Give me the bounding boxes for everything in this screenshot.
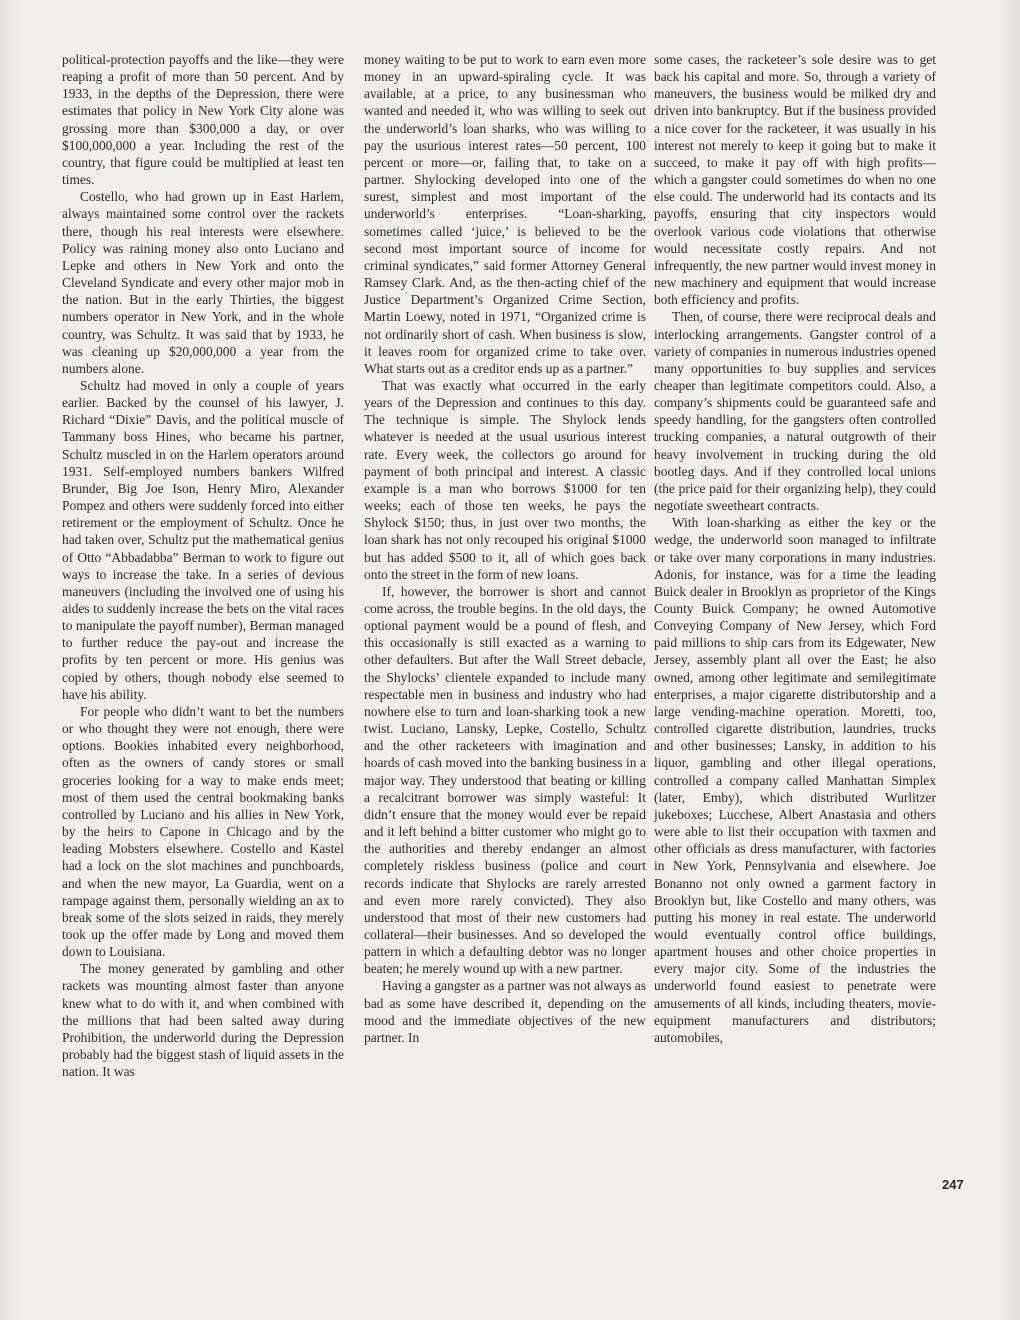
paragraph: some cases, the racketeer’s sole desire was to get back his capital and more. So, through a variety of maneuvers, the business would be milked dry and driven into bankruptcy. But if the business provided a nice cover for the racketeer, it was usually in his interest not merely to keep it going but to make it succeed, to make it pay off with high profits—which a gangster could sometimes do when no one else could. The underworld had its contacts and its payoffs, ensuring that city inspectors would overlook various code violations that otherwise would necessitate costly repairs. And not infrequently, the new partner would invest money in new machinery and equipment that would increase both efficiency and profits. xyxy=(654,52,936,308)
page-number: 247 xyxy=(942,1177,964,1192)
paragraph: political-protection payoffs and the like—they were reaping a profit of more than 50 percent. And by 1933, in the depths of the Depression, there were estimates that policy in New York City alone was grossing more than $300,000 a day, or over $100,000,000 a year. Including the rest of the country, that figure could be multiplied at least ten times. xyxy=(62,52,344,188)
text-column-3 xyxy=(654,51,936,1046)
paragraph: Schultz had moved in only a couple of years earlier. Backed by the counsel of his lawyer, J. Richard “Dixie” Davis, and the political muscle of Tammany boss Hines, who became his partner, Schultz muscled in on the Harlem operators around 1931. Self-employed numbers bankers Wilfred Brunder, Big Joe Ison, Henry Miro, Alexander Pompez and others were suddenly forced into either retirement or the employment of Schultz. Once he had taken over, Schultz put the mathematical genius of Otto “Abbadabba” Berman to work to figure out ways to increase the take. In a series of devious maneuvers (including the involved one of using his aides to suddenly increase the bets on the vital races to manipulate the payoff number), Berman managed to further reduce the pay-out and increase the profits by ten percent or more. His genius was copied by others, though nobody else seemed to have his ability. xyxy=(62,377,344,702)
paragraph: If, however, the borrower is short and cannot come across, the trouble begins. In the old days, the optional payment would be a pound of flesh, and this occasionally is still exacted as a warning to other defaulters. But after the Wall Street debacle, the Shylocks’ clientele expanded to include many respectable men in business and industry who had nowhere else to turn and loan-sharking took a new twist. Luciano, Lansky, Lepke, Costello, Schultz and the other racketeers with imagination and hoards of cash moved into the banking business in a major way. They understood that beating or killing a recalcitrant borrower was simply wasteful: It didn’t ensure that the money would ever be repaid and it left behind a bitter customer who might go to the authorities and thereby endanger an almost completely riskless business (police and court records indicate that Shylocks are rarely arrested and even more rarely convicted). They also understood that most of their new customers had collateral—their businesses. And so developed the pattern in which a defaulting debtor was no longer beaten; he merely wound up with a new partner. xyxy=(364,583,646,977)
left-page-edge xyxy=(0,0,22,1320)
paragraph: Then, of course, there were reciprocal deals and interlocking arrangements. Gangster control of a variety of companies in numerous industries opened many opportunities to buy supplies and services cheaper than legitimate competitors could. Also, a company’s shipments could be guaranteed safe and speedy handling, for the gangsters often controlled trucking companies, a natural outgrowth of their heavy involvement in trucking during the old bootleg days. And if they controlled local unions (the price paid for their organizing help), they could negotiate sweetheart contracts. xyxy=(654,309,936,514)
paragraph: That was exactly what occurred in the early years of the Depression and continues to this day. The technique is simple. The Shylock lends whatever is needed at the usual usurious interest rate. Every week, the collectors go around for payment of both principal and interest. A classic example is a man who borrows $1000 for ten weeks; each of those ten weeks, he pays the Shylock $150; thus, in just over two months, the loan shark has not only recouped his original $1000 but has added $500 to it, all of which goes back onto the street in the form of new loans. xyxy=(364,377,646,582)
right-page-edge xyxy=(998,0,1020,1320)
paragraph: Costello, who had grown up in East Harlem, always maintained some control over the rackets there, though his real interests were elsewhere. Policy was raining money also onto Luciano and Lepke and others in New York and onto the Cleveland Syndicate and every other major mob in the nation. But in the early Thirties, the biggest numbers operator in New York, and in the whole country, was Schultz. It was said that by 1933, he was cleaning up $20,000,000 a year from the numbers alone. xyxy=(62,189,344,376)
paragraph: The money generated by gambling and other rackets was mounting almost faster than anyone knew what to do with it, and when combined with the millions that had been salted away during Prohibition, the underworld during the Depression probably had the biggest stash of liquid assets in the nation. It was xyxy=(62,961,344,1080)
paragraph: Having a gangster as a partner was not always as bad as some have described it, depending on the mood and the immediate objectives of the new partner. In xyxy=(364,978,646,1045)
paragraph: money waiting to be put to work to earn even more money in an upward-spiraling cycle. It was available, at a price, to any businessman who wanted and needed it, who was willing to seek out the underworld’s loan sharks, who was willing to pay the usurious interest rates—50 percent, 100 percent or more—or, failing that, to take on a partner. Shylocking developed into one of the surest, simplest and most important of the underworld’s enterprises. “Loan-sharking, sometimes called ‘juice,’ is believed to be the second most important source of income for criminal syndicates,” said former Attorney General Ramsey Clark. And, as the then-acting chief of the Justice Department’s Organized Crime Section, Martin Loewy, noted in 1971, “Organized crime is not ordinarily short of cash. When business is slow, it leaves room for organized crime to take over. What starts out as a creditor ends up as a partner.” xyxy=(364,52,646,376)
paragraph: With loan-sharking as either the key or the wedge, the underworld soon managed to infiltrate or take over many corporations in many industries. Adonis, for instance, was for a time the leading Buick dealer in Brooklyn as proprietor of the Kings County Buick Company; he owned Automotive Conveying Company of New Jersey, which Ford paid millions to ship cars from its Edgewater, New Jersey, assembly plant all over the East; he also owned, among other legitimate and semilegitimate enterprises, a major cigarette distributorship and a large vending-machine operation. Moretti, too, controlled cigarette distribution, laundries, trucks and other businesses; Lansky, in addition to his liquor, gambling and other illegal operations, controlled a company called Manhattan Simplex (later, Emby), which distributed Wurlitzer jukeboxes; Lucchese, Albert Anastasia and others were able to list their occupation with taxmen and other officials as dress manufacturer, with factories in New York, Pennsylvania and elsewhere. Joe Bonanno not only owned a garment factory in Brooklyn but, like Costello and many others, was putting his money in real estate. The underworld would eventually control office buildings, apartment houses and other choice properties in every major city. Some of the industries the underworld found easiest to penetrate were amusements of all kinds, including theaters, movie-equipment manufacturers and distributors; automobiles, xyxy=(654,515,936,1045)
text-column-1 xyxy=(62,51,344,1080)
paragraph: For people who didn’t want to bet the numbers or who thought they were not enough, there were options. Bookies inhabited every neighborhood, often as the owners of candy stores or small groceries looking for a way to make ends meet; most of them used the central bookmaking banks controlled by Luciano and his allies in New York, by the heirs to Capone in Chicago and by the leading Mobsters elsewhere. Costello and Kastel had a lock on the slot machines and punchboards, and when the new mayor, La Guardia, went on a rampage against them, personally wielding an ax to break some of the slots seized in raids, they merely took up the offer made by Long and moved them down to Louisiana. xyxy=(62,703,344,960)
text-column-2 xyxy=(364,51,646,1046)
